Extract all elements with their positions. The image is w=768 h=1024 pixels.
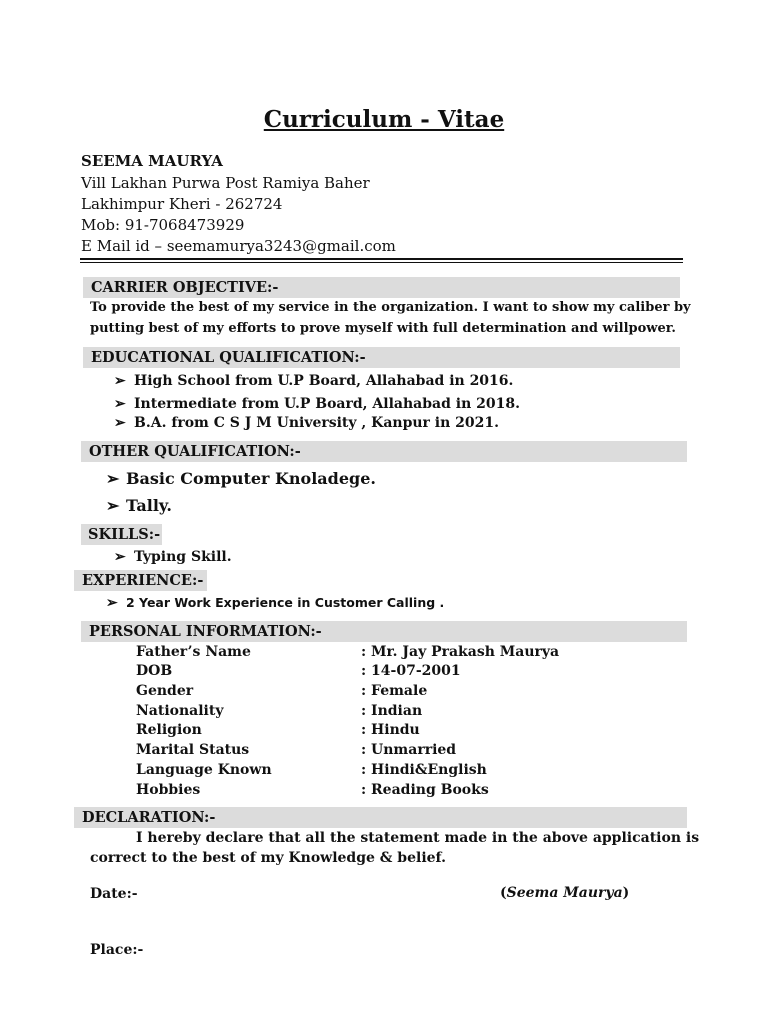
list-item: ➢ Typing Skill.	[114, 549, 232, 565]
list-item: ➢ Intermediate from U.P Board, Allahabad in 2018.	[114, 396, 520, 412]
personal-label-nationality: Nationality	[136, 703, 224, 719]
personal-value-nationality: : Indian	[361, 703, 423, 719]
arrow-bullet-icon: ➢	[106, 496, 120, 515]
address-line-2: Lakhimpur Kheri - 262724	[81, 195, 283, 213]
personal-value-hobbies: : Reading Books	[361, 782, 489, 798]
personal-value-language: : Hindi&English	[361, 762, 487, 778]
declaration-line-2: correct to the best of my Knowledge & belief.	[90, 850, 446, 866]
personal-label-marital: Marital Status	[136, 742, 250, 758]
email-address: E Mail id – seemamurya3243@gmail.com	[81, 237, 396, 255]
personal-value-religion: : Hindu	[361, 722, 420, 738]
date-label: Date:-	[90, 886, 138, 902]
list-item: ➢ 2 Year Work Experience in Customer Calling .	[106, 595, 445, 611]
divider-thin	[80, 262, 683, 263]
candidate-name: SEEMA MAURYA	[81, 152, 223, 170]
arrow-bullet-icon: ➢	[114, 415, 126, 431]
signature-name: Seema Maurya	[506, 885, 623, 901]
signature: (Seema Maurya)	[500, 885, 630, 901]
list-item: ➢ High School from U.P Board, Allahabad in 2016.	[114, 373, 514, 389]
other-qualification-heading: OTHER QUALIFICATION:-	[81, 441, 687, 462]
arrow-bullet-icon: ➢	[114, 373, 126, 389]
objective-heading: CARRIER OBJECTIVE:-	[83, 277, 680, 298]
objective-line-2: putting best of my efforts to prove myself with full determination and willpower.	[90, 321, 676, 336]
mobile-number: Mob: 91-7068473929	[81, 216, 245, 234]
personal-label-father: Father’s Name	[136, 644, 251, 660]
divider-thick	[80, 258, 683, 260]
page-title: Curriculum - Vitae	[263, 106, 505, 133]
personal-label-dob: DOB	[136, 663, 173, 679]
arrow-bullet-icon: ➢	[114, 396, 126, 412]
skills-heading: SKILLS:-	[81, 524, 162, 545]
declaration-line-1: I hereby declare that all the statement made in the above application is	[136, 830, 700, 846]
declaration-heading: DECLARATION:-	[74, 807, 687, 828]
address-line-1: Vill Lakhan Purwa Post Ramiya Baher	[81, 174, 370, 192]
arrow-bullet-icon: ➢	[114, 549, 126, 565]
personal-label-gender: Gender	[136, 683, 194, 699]
experience-heading: EXPERIENCE:-	[74, 570, 207, 591]
personal-info-heading: PERSONAL INFORMATION:-	[81, 621, 687, 642]
personal-value-dob: : 14-07-2001	[361, 663, 461, 679]
education-heading: EDUCATIONAL QUALIFICATION:-	[83, 347, 680, 368]
list-item: ➢ B.A. from C S J M University , Kanpur in 2021.	[114, 415, 500, 431]
personal-label-hobbies: Hobbies	[136, 782, 201, 798]
arrow-bullet-icon: ➢	[106, 469, 120, 488]
arrow-bullet-icon: ➢	[106, 595, 118, 611]
personal-label-language: Language Known	[136, 762, 272, 778]
personal-label-religion: Religion	[136, 722, 202, 738]
personal-value-gender: : Female	[361, 683, 428, 699]
personal-value-marital: : Unmarried	[361, 742, 457, 758]
personal-value-father: : Mr. Jay Prakash Maurya	[361, 644, 560, 660]
list-item: ➢ Basic Computer Knoladege.	[106, 469, 376, 488]
objective-line-1: To provide the best of my service in the organization. I want to show my caliber by	[90, 300, 691, 315]
place-label: Place:-	[90, 942, 144, 958]
list-item: ➢ Tally.	[106, 496, 172, 515]
